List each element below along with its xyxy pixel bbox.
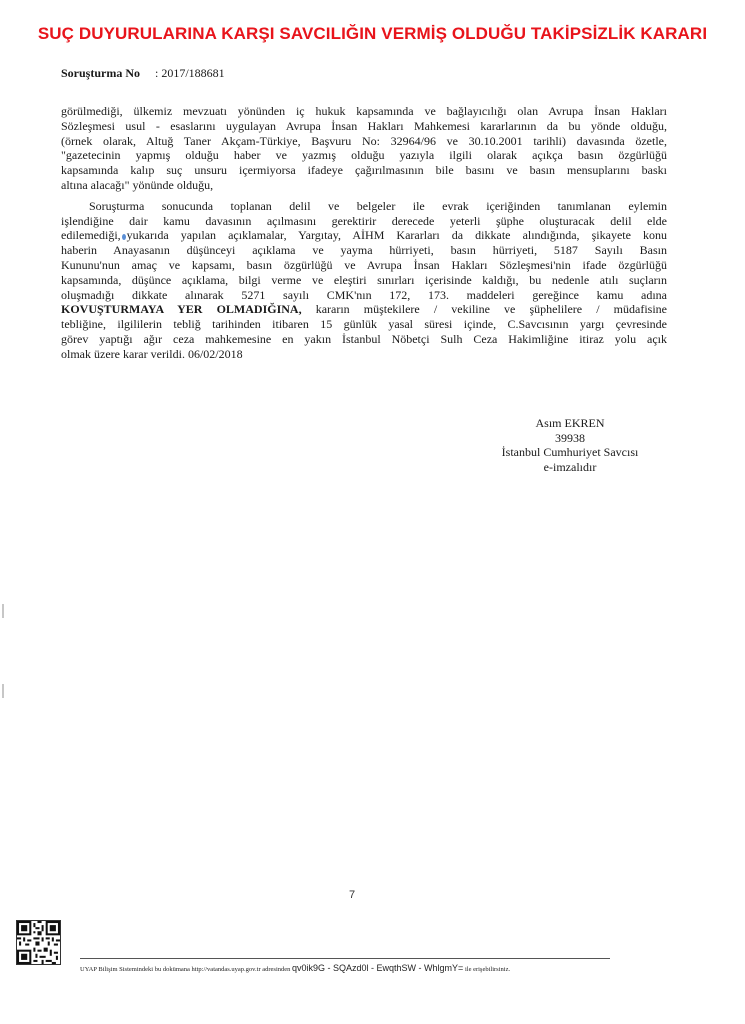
scan-mark bbox=[2, 684, 4, 698]
paragraph-fragment: kararın müştekilere / vekiline ve şüphelilere / müdafisine bbox=[315, 302, 667, 317]
prosecutor-title: İstanbul Cumhuriyet Savcısı bbox=[501, 445, 639, 459]
paragraph-line: Sözleşmesi usul - esaslarını uygulayan Avrupa İnsan Hakları Mahkemesi kararlarının da bu yönde olduğu, bbox=[61, 118, 667, 133]
paragraph-line: görev yaptığı ağır ceza mahkemesine en yakın İstanbul Nöbetçi Sulh Ceza Hakimliğine itiraz yolu açık bbox=[61, 331, 667, 346]
paragraph-fragment: edilemediği, bbox=[61, 228, 121, 243]
qr-code-icon bbox=[16, 920, 61, 965]
case-number-label: Soruşturma No bbox=[61, 66, 141, 80]
decision-verdict: KOVUŞTURMAYA YER OLMADIĞINA, bbox=[61, 302, 302, 317]
footer-verification bbox=[80, 963, 510, 973]
paragraph-line: Kununu'nun amaç ve kapsamı, basın özgürlüğü ve Avrupa İnsan Hakları Sözleşmesi'nin ifade özgürlüğü bbox=[61, 257, 667, 272]
qr-code-graphic bbox=[17, 921, 60, 964]
document-title: SUÇ DUYURULARINA KARŞI SAVCILIĞIN VERMİŞ OLDUĞU TAKİPSİZLİK KARARI bbox=[37, 24, 708, 43]
paragraph-line: Soruşturma sonucunda toplanan delil ve belgeler ile evrak içeriğinden tanımlanan eylemin bbox=[89, 198, 667, 213]
e-signature-note: e-imzalıdır bbox=[543, 459, 597, 474]
paragraph-fragment: yukarıda yapılan açıklamalar, Yargıtay, AİHM Kararları da dikkate alındığında, şikayete konu bbox=[126, 228, 667, 243]
footer-suffix: ile erişebilirsiniz. bbox=[464, 966, 511, 973]
paragraph-line: kapsamında kalıp suç unsuru içermiyorsa ifadeye çağırılmasının bile basını ve basın mensuplarını baskı bbox=[61, 163, 667, 178]
case-number-value: : 2017/188681 bbox=[155, 66, 225, 80]
paragraph-line: tebliğine, ilgililerin tebliğ tarihinden itibaren 15 günlük yasal süresi içinde, C.Savcısının yargı çevresinde bbox=[61, 317, 667, 332]
ink-mark bbox=[122, 234, 126, 240]
paragraph-line bbox=[61, 302, 667, 317]
paragraph-line: haberin Anayasanın düşünceyi açıklama ve yayma hürriyeti, basın hürriyeti, 5187 Sayılı Basın bbox=[61, 243, 667, 258]
page-number: 7 bbox=[349, 889, 356, 901]
paragraph-line: (örnek olarak, Altuğ Taner Akçam-Türkiye, Başvuru No: 32964/96 ve 30.10.2001 tarihli) davasında özetle, bbox=[61, 133, 667, 148]
prosecutor-name: Asım EKREN bbox=[535, 416, 605, 430]
paragraph-line: altına alacağı" yönünde olduğu, bbox=[61, 177, 214, 192]
paragraph-line: "gazetecinin yapmış olduğu haber ve yazmış olduğu yazıyla ilgili olarak açıkça basın özgürlüğü bbox=[61, 148, 667, 163]
decision-body bbox=[61, 104, 667, 362]
paragraph-line: kapsamında, düşünce açıklama, bilgi verme ve eleştiri sınırları içerisinde kaldığı, bu nedenle atılı suçların bbox=[61, 272, 667, 287]
footer-prefix: UYAP Bilişim Sistemindeki bu dokümana http://vatandas.uyap.gov.tr adresinden bbox=[80, 966, 291, 973]
paragraph-2 bbox=[61, 199, 667, 362]
footer-divider bbox=[80, 958, 610, 959]
scan-mark bbox=[2, 604, 4, 618]
paragraph-line: işlendiğine dair kamu davasının açılmasını gerektirir derecede yeterli şüphe oluşturacak delil elde bbox=[61, 213, 667, 228]
paragraph-line bbox=[61, 228, 667, 243]
paragraph-line: oluşmadığı dikkate alınarak 5271 sayılı CMK'nın 172, 173. maddeleri gereğince kamu adına bbox=[61, 287, 667, 302]
prosecutor-number: 39938 bbox=[555, 430, 585, 445]
case-number-line bbox=[61, 66, 225, 81]
paragraph-line: görülmediği, ülkemiz mevzuatı yönünden iç hukuk kapsamında ve bağlayıcılığı olan Avrupa İnsan Hakları bbox=[61, 104, 667, 118]
paragraph-1 bbox=[61, 104, 667, 193]
verification-code: qv0ik9G - SQAzd0l - EwqthSW - WhlgmY= bbox=[292, 963, 464, 973]
paragraph-line: olmak üzere karar verildi. 06/02/2018 bbox=[61, 346, 243, 361]
signature-block bbox=[470, 416, 670, 474]
